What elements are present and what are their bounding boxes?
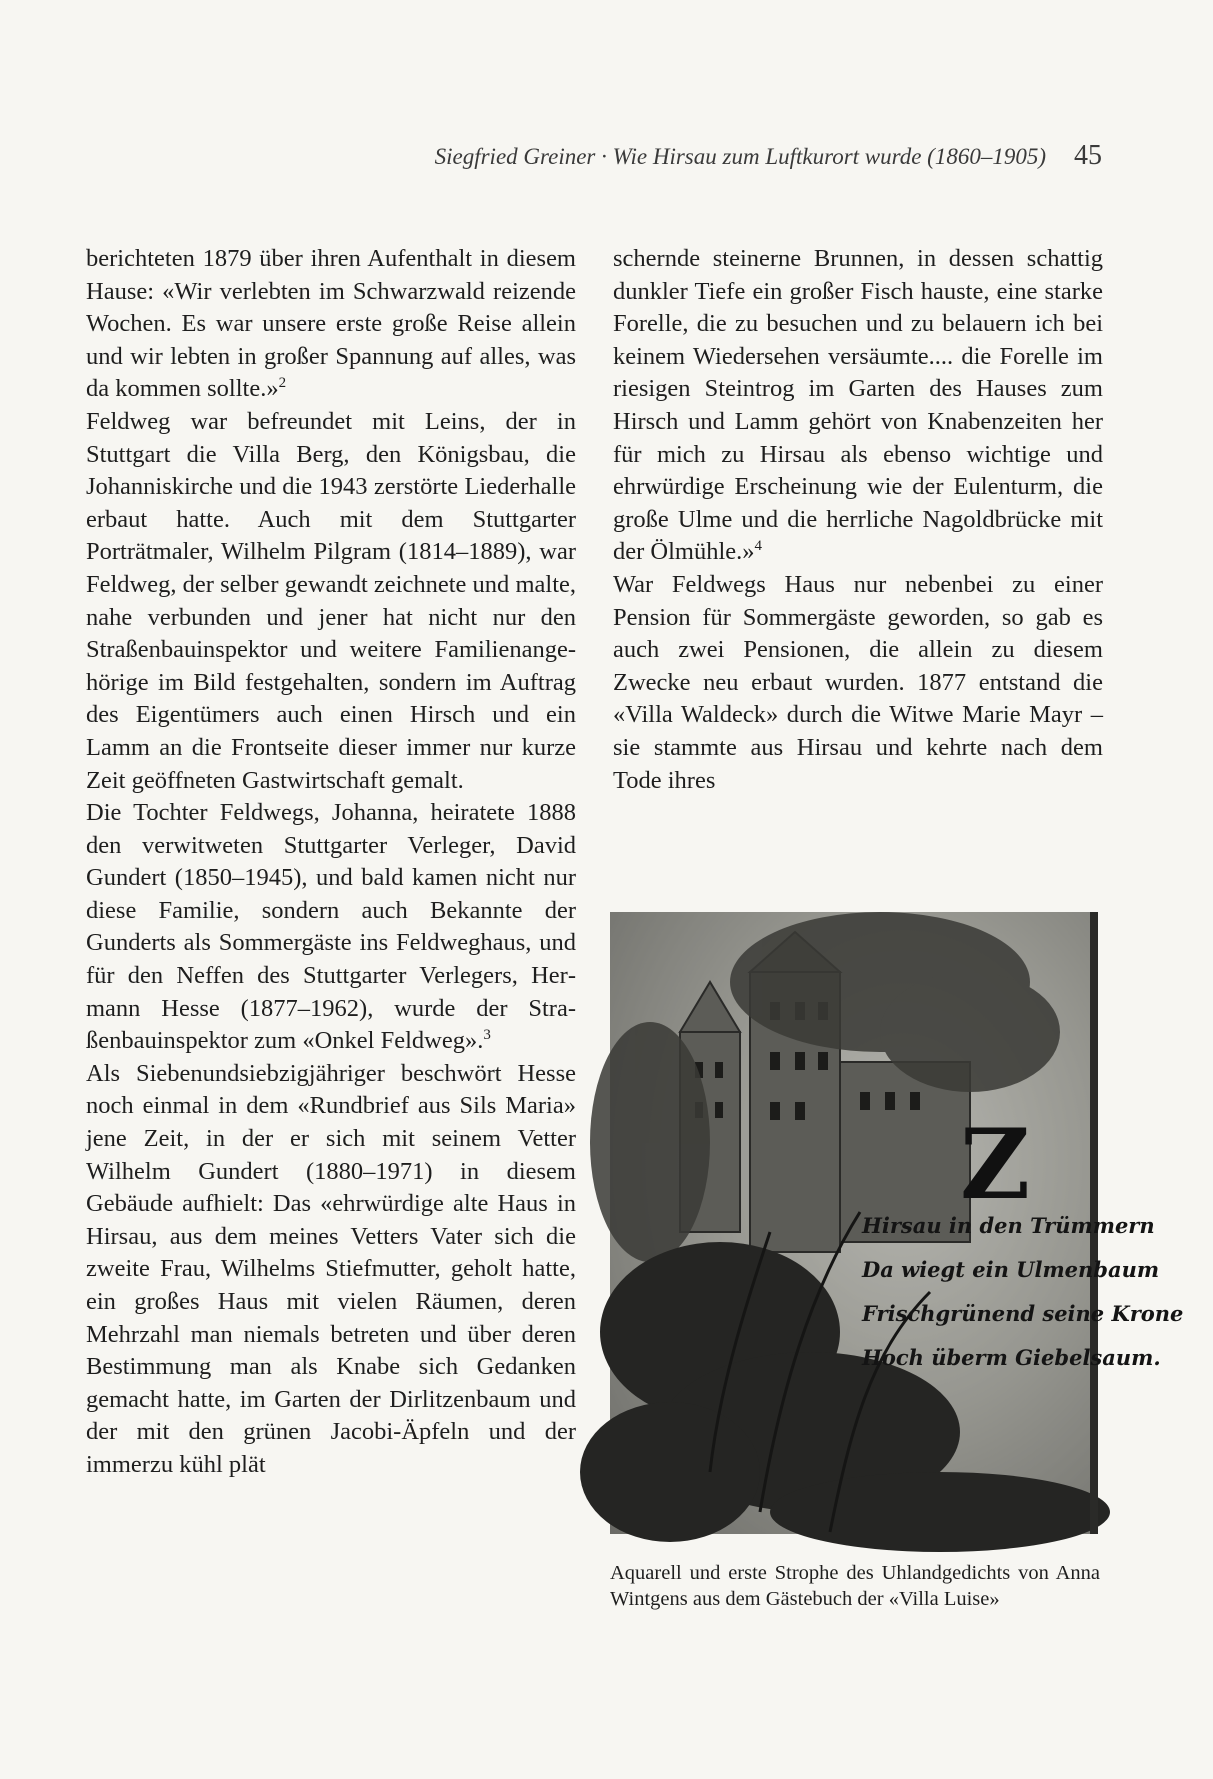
poem-text bbox=[862, 1204, 1184, 1380]
figure-caption: Aquarell und erste Strophe des Uhlandgedichts von Anna Wintgens aus dem Gästebuch der «Villa Luise» bbox=[610, 1562, 1100, 1610]
footnote-marker: 2 bbox=[278, 375, 287, 392]
poem-line: Da wiegt ein Ulmenbaum bbox=[862, 1257, 1160, 1282]
poem-line: Hirsau in den Trümmern bbox=[862, 1213, 1155, 1238]
paragraph: Die Tochter Feldwegs, Johanna, heiratete 1888 den verwitweten Stuttgarter Verleger, David Gundert (1850–1945), und bald kamen nicht nur diese Familie, sondern auch Bekannte der Gunderts als Sommergäste ins Feldweghaus, und für den Neffen des Stuttgarter Verlegers, Hermann Hesse (1877–1962), wurde der Straßenbauinspektor zum «Onkel Feldweg».$^3$ bbox=[86, 799, 576, 1055]
decorative-initial: Z bbox=[960, 1108, 1031, 1221]
paragraph: Feldweg war befreundet mit Leins, der in Stuttgart die Villa Berg, den Königsbau, die Johanniskirche und die 1943 zerstörte Liederhalle erbaut hatte. Auch mit dem Stuttgarter Porträtmaler, Wilhelm Pilgram (1814–1889), war Feldweg, der selber gewandt zeichnete und malte, nahe verbunden und jener hat nicht nur den Straßenbauinspektor und weitere Familienangehörige im Bild festgehalten, sondern im Auftrag des Eigentümers auch einen Hirsch und ein Lamm an die Frontseite dieser immer nur kurze Zeit geöffneten Gastwirtschaft gemalt. bbox=[86, 407, 576, 794]
paragraph: schernde steinerne Brunnen, in dessen schattig dunkler Tiefe ein großer Fisch hauste, eine starke Forelle, die zu besuchen und zu belauern ich bei keinem Wiedersehen versäumte.... die Forelle im riesigen Steintrog im Garten des Hauses zum Hirsch und Lamm gehört von Knabenzeiten her für mich zu Hirsau als ebenso wichtige und ehrwürdige Erscheinung wie der Eulenturm, die große Ulme und die herrliche Nagoldbrücke mit der Ölmühle.»$^4$ bbox=[613, 245, 1103, 566]
left-column bbox=[86, 243, 576, 1482]
paragraph: Als Siebenundsiebzigjähriger beschwört Hesse noch einmal in dem «Rundbrief aus Sils Maria» jene Zeit, in der er sich mit seinem Vetter Wilhelm Gundert (1880–1971) in diesem Gebäude aufhielt: Das «ehrwürdige alte Haus in Hirsau, aus dem meines Vetters Vater sich die zweite Frau, Wilhelms Stiefmutter, geholt hatte, ein großes Haus mit vielen Räumen, deren Mehrzahl man niemals betreten und über deren Bestimmung man als Knabe sich Gedanken gemacht hatte, im Garten der Dirlitzenbaum und der mit den grünen Jacobi-Äpfeln und der immerzu kühl plät bbox=[86, 1059, 576, 1478]
poem-line: Hoch überm Giebelsaum. bbox=[862, 1345, 1161, 1370]
page-number: 45 bbox=[1074, 140, 1102, 171]
paragraph: War Feldwegs Haus nur nebenbei zu einer Pension für Sommergäste geworden, so gab es auch zwei Pensionen, die allein zu diesem Zwecke neu erbaut wurden. 1877 entstand die «Villa Waldeck» durch die Witwe Marie Mayr – sie stammte aus Hirsau und kehrte nach dem Tode ihres bbox=[613, 570, 1103, 794]
footnote-marker: 3 bbox=[483, 1027, 491, 1044]
running-header bbox=[300, 140, 1102, 172]
paragraph: berichteten 1879 über ihren Aufenthalt in diesem Hause: «Wir verlebten im Schwarzwald reizende Wochen. Es war unsere erste große Reise allein und wir lebten in großer Spannung auf alles, was da kommen sollte.»$^2$ bbox=[86, 245, 576, 403]
right-column bbox=[613, 243, 1103, 797]
poem-line: Frischgrünend seine Krone bbox=[862, 1301, 1184, 1326]
watercolor-illustration bbox=[610, 912, 1184, 1534]
footnote-marker: 4 bbox=[754, 538, 763, 555]
header-title: Siegfried Greiner · Wie Hirsau zum Luftkurort wurde (1860–1905) bbox=[434, 144, 1046, 169]
